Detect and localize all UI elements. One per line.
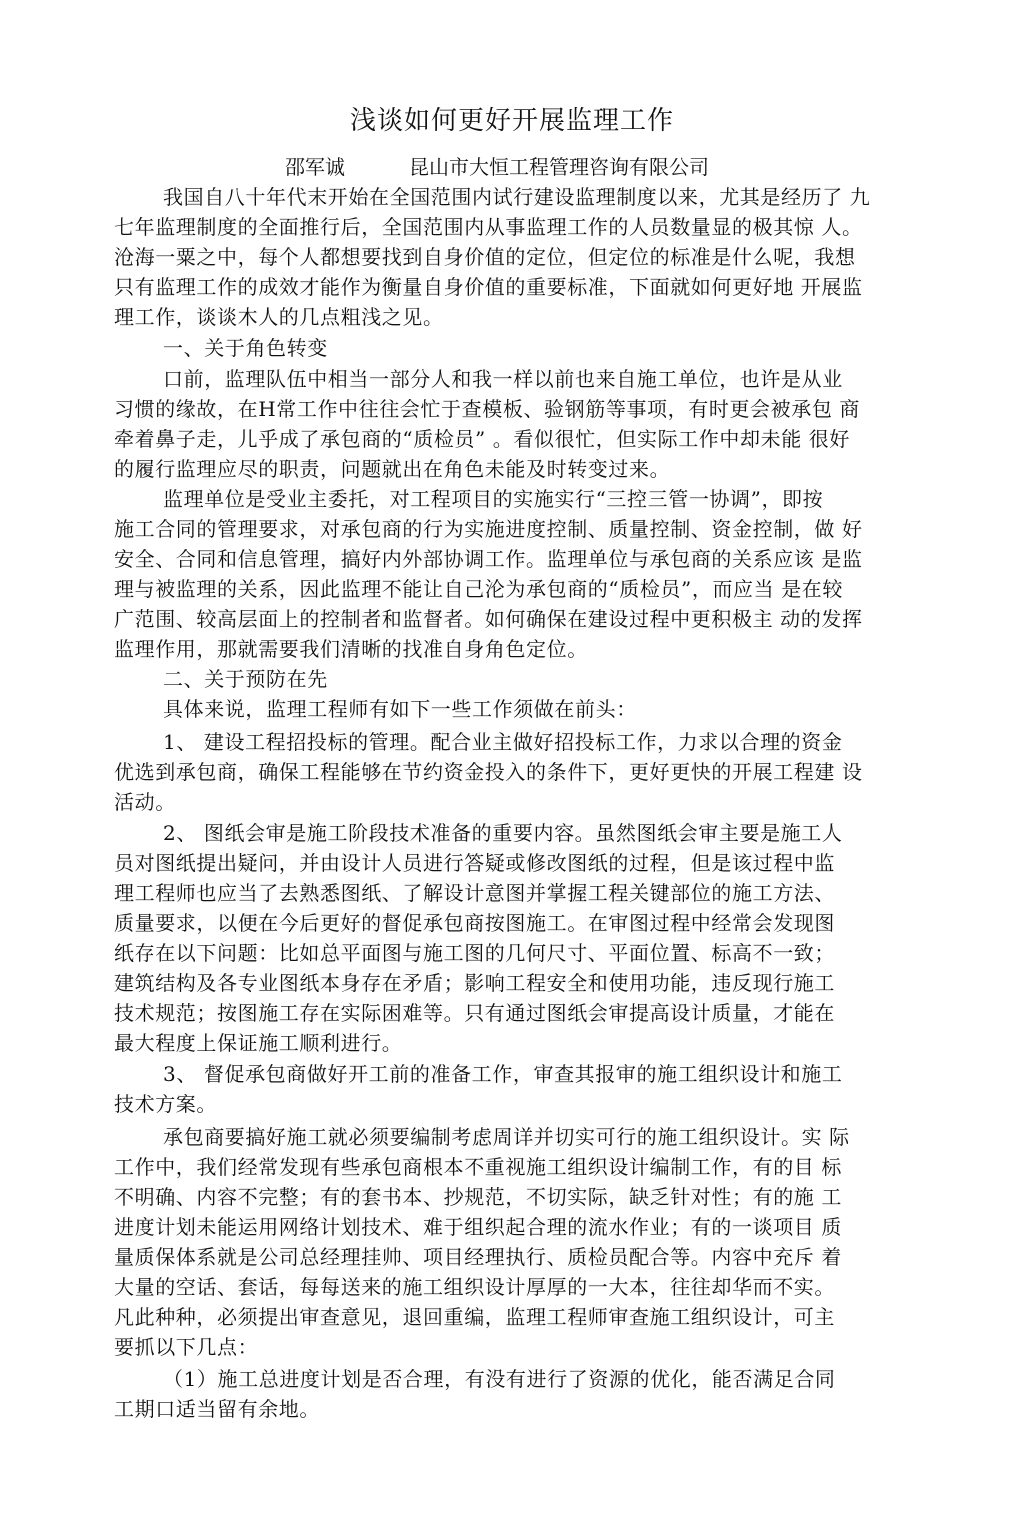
text-line: 监理作用，那就需要我们清晰的找准自身角色定位。	[114, 637, 588, 661]
text-line: 2、 图纸会审是施工阶段技术准备的重要内容。虽然图纸会审主要是施工人	[163, 821, 843, 845]
text-line: 凡此种种，必须提出审查意见，退回重编，监理工程师审查施工组织设计，可主	[114, 1305, 835, 1329]
text-line: 工作中，我们经常发现有些承包商根本不重视施工组织设计编制工作，有的目 标	[114, 1155, 842, 1179]
text-line: 的履行监理应尽的职责，问题就出在角色未能及时转变过来。	[114, 457, 671, 481]
text-line: 工期口适当留有余地。	[114, 1397, 320, 1421]
text-line: 安全、合同和信息管理，搞好内外部协调工作。监理单位与承包商的关系应该 是监	[114, 547, 863, 571]
text-line: （1）施工总进度计划是否合理，有没有进行了资源的优化，能否满足合同	[163, 1367, 836, 1391]
text-line: 技术规范；按图施工存在实际困难等。只有通过图纸会审提高设计质量，才能在	[114, 1001, 835, 1025]
text-line: 技术方案。	[114, 1092, 217, 1116]
text-line: 理工程师也应当了去熟悉图纸、了解设计意图并掌握工程关键部位的施工方法、	[114, 881, 835, 905]
text-line: 施工合同的管理要求，对承包商的行为实施进度控制、质量控制、资金控制，做 好	[114, 517, 863, 541]
text-line: 具体来说，监理工程师有如下一些工作须做在前头：	[163, 697, 637, 721]
author-company: 昆山市大恒工程管理咨询有限公司	[409, 155, 709, 179]
section-heading: 二、关于预防在先	[163, 667, 328, 691]
text-line: 大量的空话、套话，每每送来的施工组织设计厚厚的一大本，往往却华而不实。	[114, 1275, 835, 1299]
text-line: 不明确、内容不完整；有的套书本、抄规范，不切实际，缺乏针对性；有的施 工	[114, 1185, 842, 1209]
text-line: 牵着鼻子走，儿乎成了承包商的“质检员” 。看似很忙，但实际工作中却未能 很好	[114, 427, 850, 451]
text-line: 口前，监理队伍中相当一部分人和我一样以前也来自施工单位，也许是从业	[163, 367, 843, 391]
text-line: 监理单位是受业主委托，对工程项目的实施实行“三控三管一协调”，即按	[163, 487, 824, 511]
text-line: 1、 建设工程招投标的管理。配合业主做好招投标工作，力求以合理的资金	[163, 730, 843, 754]
text-line: 量质保体系就是公司总经理挂帅、项目经理执行、质检员配合等。内容中充斥 着	[114, 1245, 842, 1269]
text-line: 理工作，谈谈木人的几点粗浅之见。	[114, 305, 444, 329]
author-line	[285, 152, 709, 182]
text-line: 理与被监理的关系，因此监理不能让自己沦为承包商的“质检员”，而应当 是在较	[114, 577, 844, 601]
text-line: 习惯的缘故，在H常工作中往往会忙于查模板、验钢筋等事项，有时更会被承包 商	[114, 397, 860, 421]
text-line: 承包商要搞好施工就必须要编制考虑周详并切实可行的施工组织设计。实 际	[163, 1125, 850, 1149]
text-line: 广范围、较高层面上的控制者和监督者。如何确保在建设过程中更积极主 动的发挥	[114, 607, 863, 631]
text-line: 七年监理制度的全面推行后，全国范围内从事监理工作的人员数量显的极其惊 人。	[114, 215, 863, 239]
text-line: 纸存在以下问题：比如总平面图与施工图的几何尺寸、平面位置、标高不一致；	[114, 941, 835, 965]
text-line: 3、 督促承包商做好开工前的准备工作，审查其报审的施工组织设计和施工	[163, 1062, 843, 1086]
document-title: 浅谈如何更好开展监理工作	[349, 106, 674, 136]
text-line: 进度计划未能运用网络计划技术、难于组织起合理的流水作业；有的一谈项目 质	[114, 1215, 842, 1239]
text-line: 只有监理工作的成效才能作为衡量自身价值的重要标准，下面就如何更好地 开展监	[114, 275, 863, 299]
text-line: 最大程度上保证施工顺利进行。	[114, 1031, 403, 1055]
text-line: 沧海一粟之中，每个人都想要找到自身价值的定位，但定位的标准是什么呢，我想	[114, 245, 856, 269]
text-line: 质量要求，以便在今后更好的督促承包商按图施工。在审图过程中经常会发现图	[114, 911, 835, 935]
author-name: 邵军诚	[285, 155, 345, 179]
text-line: 要抓以下几点：	[114, 1335, 259, 1359]
text-line: 建筑结构及各专业图纸本身存在矛盾；影响工程安全和使用功能，违反现行施工	[114, 971, 835, 995]
text-line: 我国自八十年代末开始在全国范围内试行建设监理制度以来，尤其是经历了 九	[163, 185, 871, 209]
text-line: 优选到承包商，确保工程能够在节约资金投入的条件下，更好更快的开展工程建 设	[114, 760, 863, 784]
text-line: 活动。	[114, 790, 176, 814]
section-heading: 一、关于角色转变	[163, 336, 328, 360]
text-line: 员对图纸提出疑问，并由设计人员进行答疑或修改图纸的过程，但是该过程中监	[114, 851, 835, 875]
